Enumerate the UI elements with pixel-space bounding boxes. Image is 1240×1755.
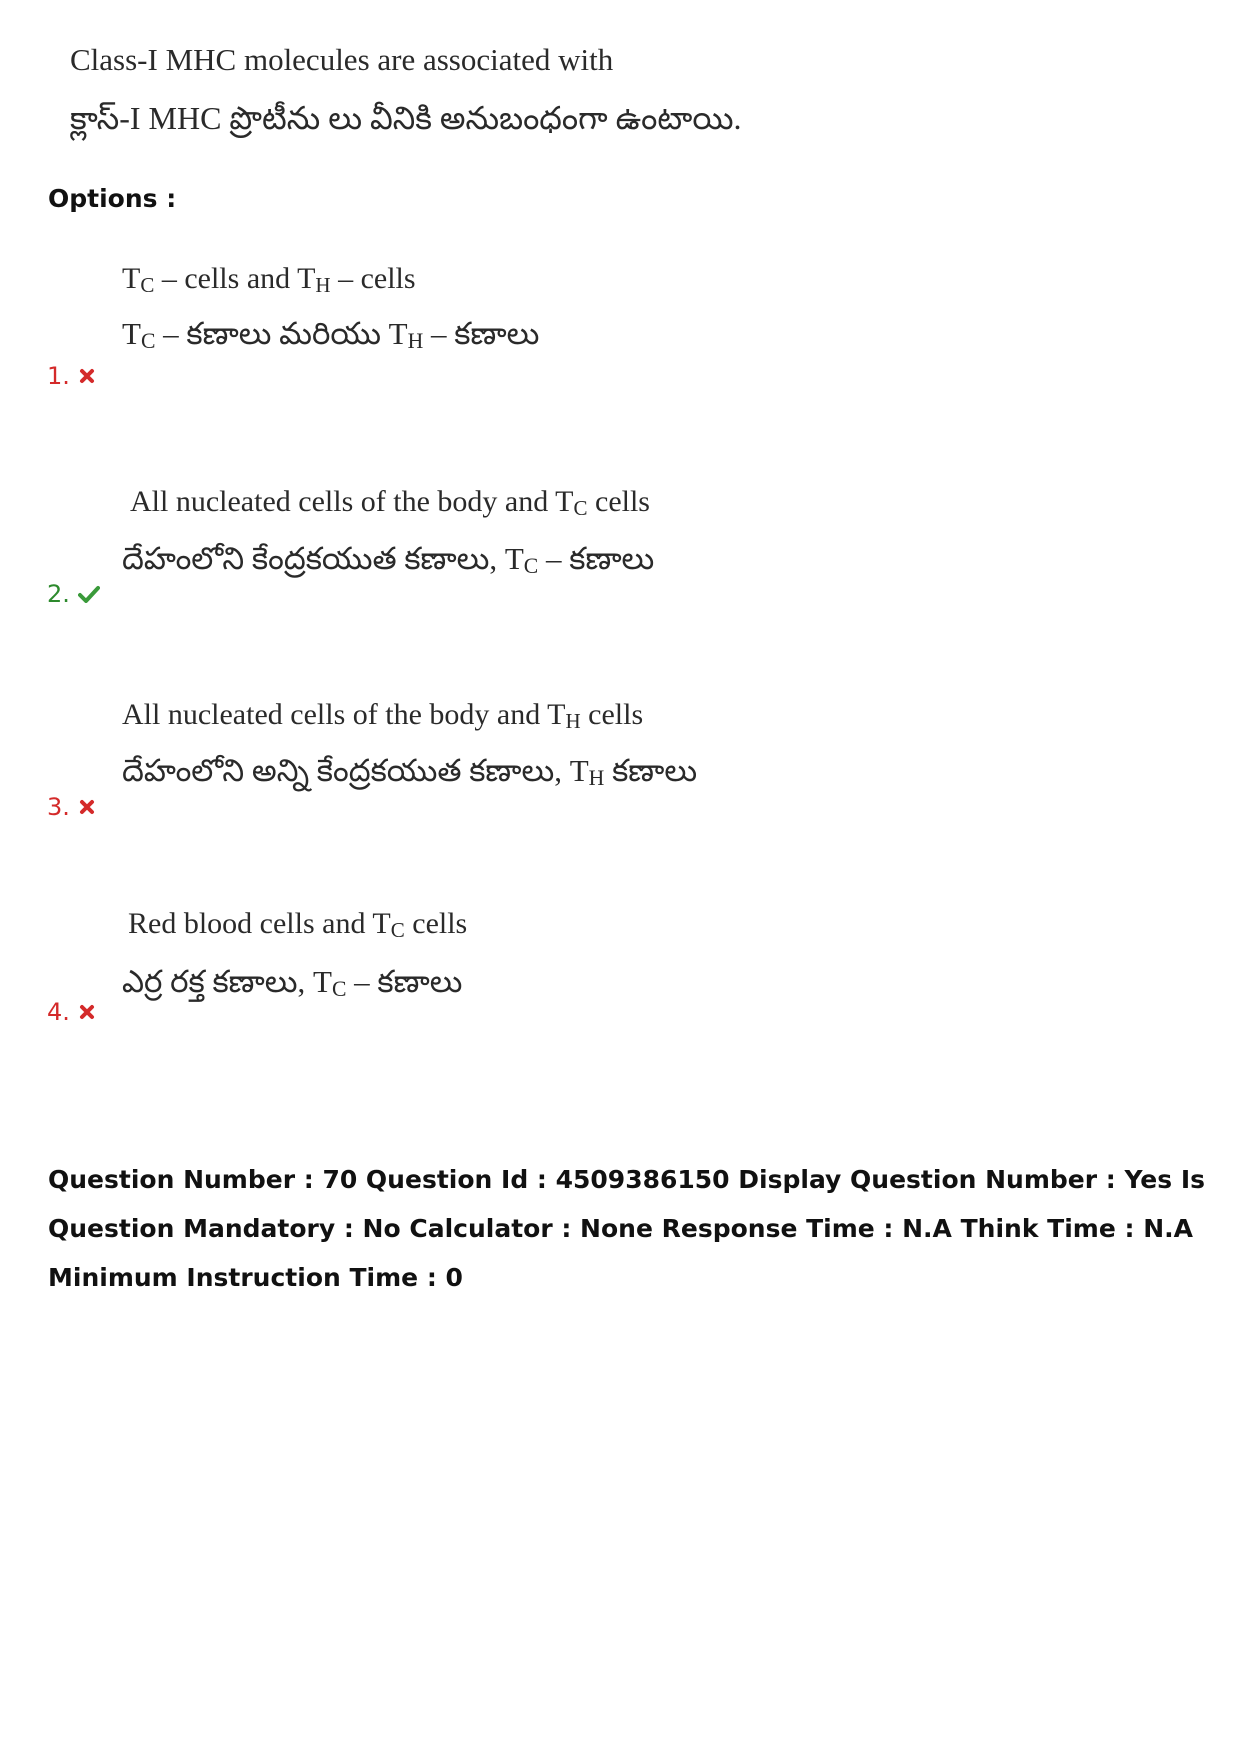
question-text-english: Class-I MHC molecules are associated with (70, 42, 614, 77)
option-4-text-english: Red blood cells and $T_C$ cells (128, 907, 468, 942)
option-3-number: 3. (47, 793, 70, 821)
option-3-marker (47, 793, 96, 821)
check-icon (78, 585, 100, 603)
cross-icon (78, 367, 96, 385)
option-1-number: 1. (47, 362, 70, 390)
option-3-text-english: All nucleated cells of the body and $T_H$ cells (122, 698, 644, 733)
option-4-number: 4. (47, 998, 70, 1026)
option-1-text-telugu: $T_C$ – కణాలు మరియు $T_H$ – కణాలు (122, 316, 540, 353)
option-2-number: 2. (47, 580, 70, 608)
option-4-marker (47, 998, 96, 1026)
cross-icon (78, 1003, 96, 1021)
question-text-telugu: క్లాస్-I MHC ప్రొటీను లు వీనికి అనుబంధంగా ఉంటాయి. (70, 100, 742, 136)
question-meta-info: Question Number : 70 Question Id : 4509386150 Display Question Number : Yes Is Question Mandatory : No Calculator : None Response Time : N.A Think Time : N.A Minimum Instruction Time : 0 (48, 1165, 1206, 1292)
option-2-text-telugu: దేహంలోని కేంద్రకయుత కణాలు, $T_C$ – కణాలు (122, 541, 655, 578)
option-1-text-english: $T_C$ – cells and $T_H$ – cells (122, 262, 416, 297)
option-2-marker (47, 580, 100, 608)
option-4-text-telugu: ఎర్ర రక్త కణాలు, $T_C$ – కణాలు (122, 964, 463, 1001)
options-heading: Options : (48, 184, 177, 213)
option-3-text-telugu: దేహంలోని అన్ని కేంద్రకయుత కణాలు, $T_H$ కణాలు (122, 753, 698, 790)
cross-icon (78, 798, 96, 816)
option-2-text-english: All nucleated cells of the body and $T_C$ cells (130, 485, 650, 520)
option-1-marker (47, 362, 96, 390)
